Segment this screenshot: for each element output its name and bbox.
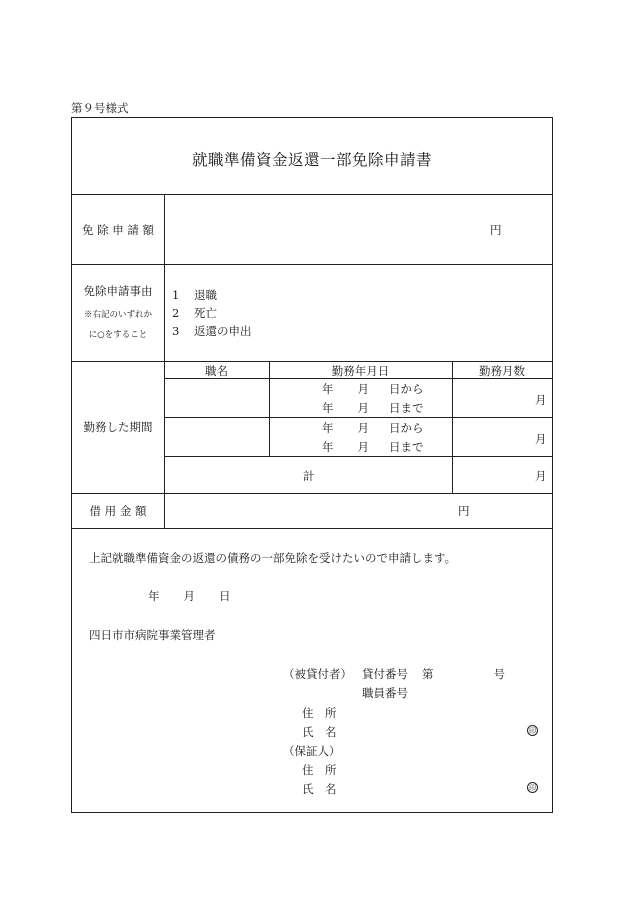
total-label: 計 (303, 469, 315, 483)
date-year-label: 年 (148, 589, 160, 603)
reason-option-retirement[interactable] (172, 287, 217, 303)
option-text: 退職 (194, 288, 217, 302)
exemption-amount-label: 免 除 申 請 額 (81, 223, 155, 237)
loan-amount-field[interactable] (165, 494, 552, 528)
month-label: 月 (357, 382, 369, 396)
year-label: 年 (322, 440, 334, 454)
months-unit-2: 月 (535, 432, 547, 446)
col-job-header: 職名 (205, 364, 228, 378)
year-label: 年 (322, 421, 334, 435)
exemption-amount-unit: 円 (490, 223, 502, 237)
reason-label: 免除申請事由 (83, 284, 153, 298)
option-number: 3 (172, 324, 180, 338)
reason-note-1: ※右記のいずれか (83, 310, 152, 320)
col-months-header: 勤務月数 (479, 364, 525, 378)
period-2-from[interactable] (322, 420, 424, 436)
job-title-field-2[interactable] (165, 418, 269, 456)
year-label: 年 (322, 401, 334, 415)
job-title-field-1[interactable] (165, 379, 269, 417)
reason-note-2: に○をすること (88, 330, 148, 340)
borrower-seal-icon: 印 (529, 726, 536, 735)
dai-label: 第 (422, 667, 434, 681)
option-number: 1 (172, 288, 180, 302)
month-label: 月 (357, 421, 369, 435)
year-label: 年 (322, 382, 334, 396)
loan-number-label: 貸付番号 (362, 667, 408, 681)
loan-amount-unit: 円 (458, 504, 470, 518)
reason-option-request[interactable] (172, 323, 252, 339)
guarantor-name-label: 氏 名 (302, 782, 337, 796)
form-number: 第９号様式 (71, 101, 129, 115)
date-month-label: 月 (183, 589, 195, 603)
application-form (71, 117, 553, 813)
loan-amount-label: 借 用 金 額 (89, 504, 147, 518)
staff-number-label: 職員番号 (362, 686, 408, 700)
go-label: 号 (493, 667, 505, 681)
divider (72, 361, 552, 362)
guarantor-label: （保証人） (283, 744, 341, 758)
day-from-label: 日から (389, 421, 424, 435)
borrower-address-label: 住 所 (302, 706, 337, 720)
period-1-until[interactable] (322, 400, 424, 416)
divider (72, 528, 552, 529)
months-unit-1: 月 (535, 393, 547, 407)
guarantor-seal-icon: 印 (529, 783, 536, 792)
form-title: 就職準備資金返還一部免除申請書 (191, 151, 432, 169)
guarantor-address-label: 住 所 (302, 763, 337, 777)
borrower-label: （被貸付者） (283, 667, 352, 681)
total-months-unit: 月 (535, 469, 547, 483)
day-from-label: 日から (389, 382, 424, 396)
borrower-name-label: 氏 名 (302, 725, 337, 739)
addressee: 四日市市病院事業管理者 (89, 628, 216, 642)
option-number: 2 (172, 306, 180, 320)
option-text: 死亡 (194, 306, 217, 320)
day-until-label: 日まで (389, 401, 424, 415)
application-statement: 上記就職準備資金の返還の債務の一部免除を受けたいので申請します。 (89, 551, 457, 565)
divider (164, 456, 552, 457)
divider (72, 264, 552, 265)
reason-option-death[interactable] (172, 305, 217, 321)
divider (452, 361, 453, 493)
period-2-until[interactable] (322, 439, 424, 455)
period-label: 勤務した期間 (83, 420, 153, 434)
day-until-label: 日まで (389, 440, 424, 454)
col-dates-header: 勤務年月日 (331, 364, 390, 378)
month-label: 月 (357, 440, 369, 454)
date-day-label: 日 (219, 589, 231, 603)
period-1-from[interactable] (322, 381, 424, 397)
date-line[interactable] (148, 588, 231, 604)
option-text: 返還の申出 (194, 324, 252, 338)
loan-number-line[interactable] (362, 666, 505, 682)
month-label: 月 (357, 401, 369, 415)
